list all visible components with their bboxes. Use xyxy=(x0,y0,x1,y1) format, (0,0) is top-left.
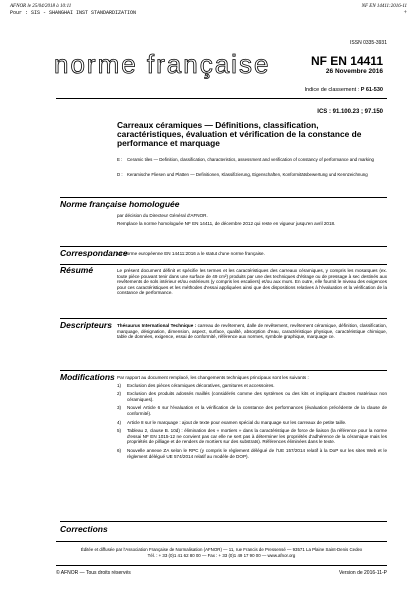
list-item xyxy=(117,391,387,402)
section-heading-corrections: Corrections xyxy=(60,524,108,534)
list-item-number: 3) xyxy=(117,405,122,411)
publisher-address: Éditée et diffusée par l'Association Française de Normalisation (AFNOR) — 11, rue Francis de Pressensé — 93571 La Plaine Saint-Denis Cedex xyxy=(80,547,363,552)
classement-index xyxy=(305,87,384,93)
thesaurus-label: Thésaurus International Technique : xyxy=(117,323,197,328)
standard-date: 26 Novembre 2016 xyxy=(325,68,383,75)
version: Version de 2016-11-P xyxy=(339,570,387,576)
list-item-text: Exclusion des pièces céramiques décoratives, garnitures et accessoires. xyxy=(127,382,275,388)
translation-lang: E : xyxy=(117,157,123,162)
translation-text: Ceramic tiles — Definition, classification, characteristics, assessment and verification of constancy of performance and marking xyxy=(127,157,374,162)
list-item xyxy=(117,405,387,416)
resume-text: Le présent document définit et spécifie les termes et les caractéristiques des carreaux céramiques, y compris les mosaïques (ex. toute pièce pouvant tenir dans une surface de 49 cm²) produits par une des techniques d'étirage ou de pressage à sec destinés aux revêtements de sols intérieur et/ou extérieurs (y compris les escaliers) et/ou aux murs. En outre, elle fournit le niveau des exigences pour ces caractéristiques et les méthodes d'essai appliquées ainsi que des dispositions relatives à l'évaluation et la vérification de la constance de performance. xyxy=(117,268,387,296)
standard-number: NF EN 14411 xyxy=(310,54,383,68)
header-standard-ref: NF EN 14411:2016-11 xyxy=(361,4,407,9)
list-item xyxy=(117,383,387,389)
homologuee-text xyxy=(117,213,387,228)
homologuee-decision: par décision du Directeur Général d'AFNOR. xyxy=(117,213,208,218)
header-download-stamp: AFNOR le 25/04/2018 à 10:11 xyxy=(10,4,72,9)
section-heading-homologuee: Norme française homologuée xyxy=(60,199,180,209)
divider xyxy=(56,98,387,99)
copyright: © AFNOR — Tous droits réservés xyxy=(56,570,131,576)
classement-label: Indice de classement : xyxy=(304,87,361,93)
modifications-intro: Par rapport au document remplacé, les changements techniques principaux sont les suivants : xyxy=(117,375,309,380)
document-title: Carreaux céramiques — Définitions, classification, caractéristiques, évaluation et vérification de la constance de performance et marquage xyxy=(117,120,362,148)
publisher-info xyxy=(56,547,387,558)
section-divider xyxy=(60,246,387,247)
section-divider xyxy=(60,264,387,265)
descripteurs-text xyxy=(117,323,387,340)
list-item-number: 1) xyxy=(117,382,122,388)
homologuee-replaces: Remplace la norme homologuée NF EN 14411, de décembre 2012 qui reste en vigueur jusqu'en avril 2018. xyxy=(117,220,336,226)
translation-text: Keramische Fliesen und Platten — Definitionen, Klassifizierung, Eigenschaften, Konformitätsbewertung und Kennzeichnung xyxy=(127,172,368,177)
header-plus-mark: + xyxy=(403,10,407,16)
footer-divider xyxy=(56,565,387,566)
section-divider xyxy=(60,370,387,371)
translation-lang: D : xyxy=(117,172,123,177)
correspondance-text: La Norme européenne EN 14411:2016 a le statut d'une norme française. xyxy=(117,251,265,256)
list-item-text: Nouvelle annexe ZA selon le RPC (y compris le règlement délégué de l'UE 157/2014 relatif à la DoP sur les sites Web et le règlement délégué UE 574/2014 relatif au modèle de DOP). xyxy=(127,447,387,459)
list-item xyxy=(117,420,387,426)
translation-german xyxy=(117,172,387,177)
translation-english xyxy=(117,157,387,162)
list-item-text: Article 8 sur le marquage : ajout de texte pour examen spécial du marquage sur les carreaux de petite taille. xyxy=(127,419,347,425)
section-heading-descripteurs: Descripteurs xyxy=(60,320,112,330)
section-heading-resume: Résumé xyxy=(60,265,94,275)
section-divider xyxy=(60,197,387,198)
list-item-text: Exclusion des produits adossés maillés (considérés comme des systèmes ou des kits et impliquant d'autres matériaux non céramiques). xyxy=(127,391,387,402)
section-heading-modifications: Modifications xyxy=(60,372,115,382)
norme-francaise-logo: norme française xyxy=(54,49,271,79)
list-item-text: Tableau 2, clause B. 10d) : élimination des « mortiers » dans la caractéristique de force de liaison (la référence pour la norme d'essai NF EN 1015-12 ne convient pas car elle ne sert pas à déterminer les propriétés d'adhérence de la céramique mais les propriétés de pilliage et de renders de mortiers sur des substrats). Références éliminées dans le texte. xyxy=(127,428,387,445)
list-item-number: 4) xyxy=(117,419,122,425)
issn: ISSN 0335-3931 xyxy=(350,40,387,46)
section-divider xyxy=(60,318,387,319)
list-item xyxy=(117,428,387,445)
section-divider xyxy=(60,521,387,522)
section-heading-correspondance: Correspondance xyxy=(60,248,128,258)
list-item-number: 2) xyxy=(117,391,122,397)
modifications-list xyxy=(117,375,387,462)
ics-codes: ICS : 91.100.23 ; 97.150 xyxy=(317,109,383,115)
descripteurs-keywords: carreau de revêtement, dalle de revêtement, revêtement céramique, définition, classification, marquage, désignation, dimension, aspect, surface, qualité, absorption d'eau, caractéristique physique, caractéristique chimique, table de données, exigence, essai de conformité, référence aux normes, symbole graphique, marquage ce. xyxy=(117,323,387,340)
footer-divider xyxy=(56,541,387,542)
list-item-text: Nouvel Article 6 sur l'évaluation et la vérification de la constance des performances (évaluation précédente de la clause de conformité). xyxy=(127,405,387,416)
list-item xyxy=(117,448,387,459)
classement-value: P 61-530 xyxy=(360,87,383,93)
header-licensee: Pour : SIS - SHANGHAI INST STANDARDIZATION xyxy=(10,10,137,16)
publisher-contact: Tél. : + 33 (0)1 41 62 80 00 — Fax : + 33 (0)1 49 17 90 00 — www.afnor.org xyxy=(147,552,296,558)
list-item-number: 6) xyxy=(117,447,122,453)
list-item-number: 5) xyxy=(117,428,122,434)
